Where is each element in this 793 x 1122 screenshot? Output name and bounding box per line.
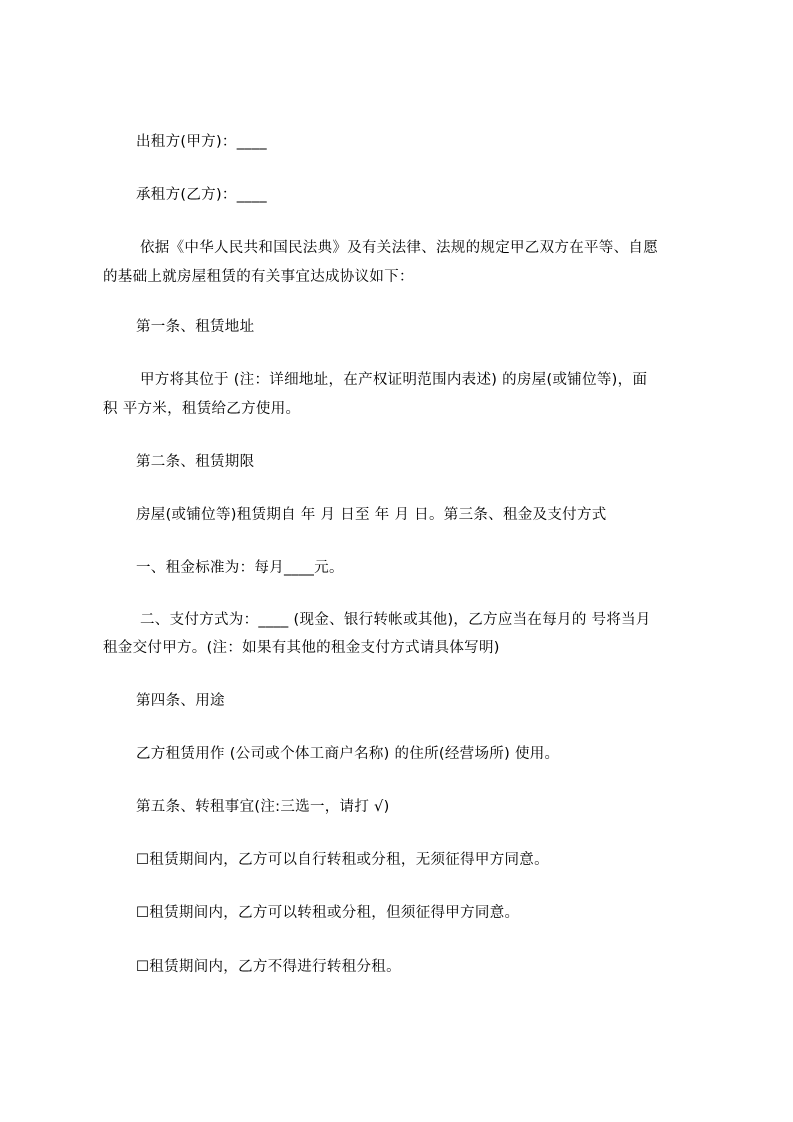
preamble-line-1: 依据《中华人民共和国民法典》及有关法律、法规的规定甲乙双方在平等、自愿 bbox=[140, 240, 658, 256]
article4-text: 乙方租赁用作 (公司或个体工商户名称) 的住所(经营场所) 使用。 bbox=[136, 746, 560, 762]
payment-line-2: 租金交付甲方。(注：如果有其他的租金支付方式请具体写明) bbox=[103, 640, 500, 656]
party-a-line: 出租方(甲方)：____ bbox=[136, 134, 267, 150]
option-1: ☐租赁期间内，乙方可以自行转租或分租，无须征得甲方同意。 bbox=[136, 852, 549, 868]
option-2: ☐租赁期间内，乙方可以转租或分租，但须征得甲方同意。 bbox=[136, 905, 520, 921]
article1-line-2: 积 平方米，租赁给乙方使用。 bbox=[103, 401, 301, 417]
article4-title: 第四条、用途 bbox=[136, 693, 225, 709]
party-b-line: 承租方(乙方)：____ bbox=[136, 187, 267, 203]
article2-text: 房屋(或铺位等)租赁期自 年 月 日至 年 月 日。第三条、租金及支付方式 bbox=[136, 507, 607, 523]
article1-line-1: 甲方将其位于 (注：详细地址，在产权证明范围内表述) 的房屋(或铺位等)，面 bbox=[140, 372, 648, 388]
rent-standard: 一、租金标准为：每月____元。 bbox=[136, 560, 344, 576]
preamble-line-2: 的基础上就房屋租赁的有关事宜达成协议如下： bbox=[103, 269, 414, 285]
article2-title: 第二条、租赁期限 bbox=[136, 454, 255, 470]
payment-line-1: 二、支付方式为：____ (现金、银行转帐或其他)，乙方应当在每月的 号将当月 bbox=[140, 612, 651, 628]
article5-title: 第五条、转租事宜(注:三选一，请打 √) bbox=[136, 799, 390, 815]
article1-title: 第一条、租赁地址 bbox=[136, 319, 255, 335]
option-3: ☐租赁期间内，乙方不得进行转租分租。 bbox=[136, 959, 401, 975]
